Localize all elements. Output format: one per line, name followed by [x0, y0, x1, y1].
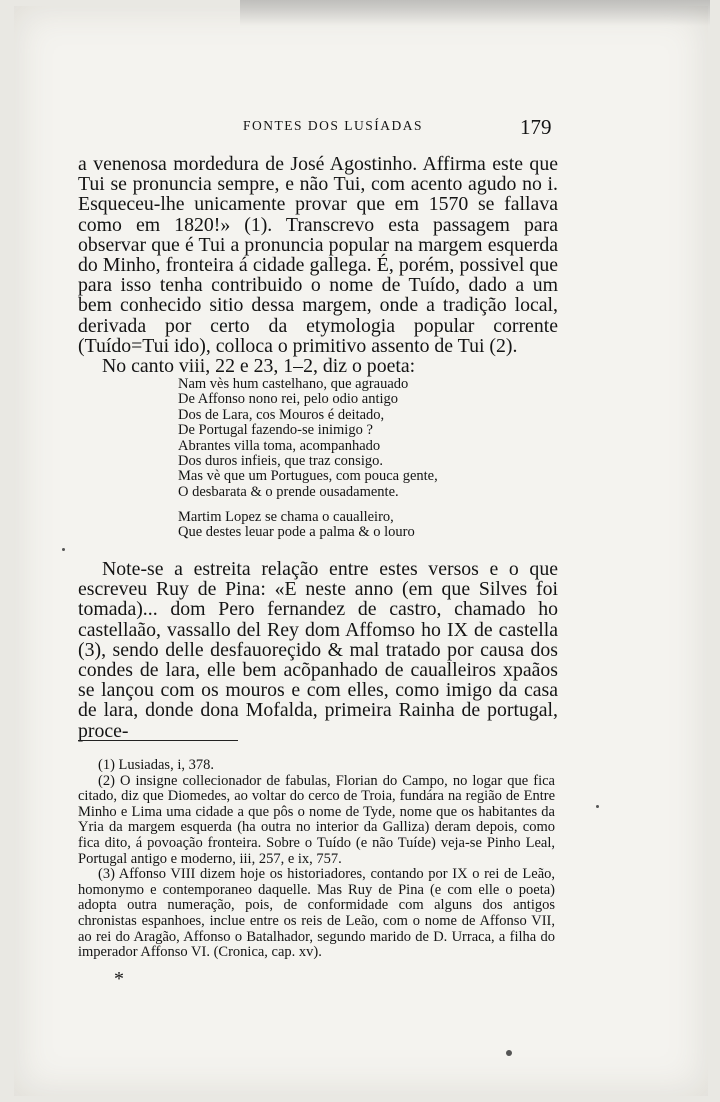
scan-smudge [240, 0, 710, 26]
footnotes [78, 758, 555, 961]
footnote-1: (1) Lusiadas, i, 378. [98, 757, 214, 773]
verse-line: De Portugal fazendo-se inimigo ? [178, 422, 373, 439]
verse-line: Abrantes villa toma, acompanhado [178, 437, 381, 454]
main-text-ruy-de-pina [78, 559, 558, 741]
page-number: 179 [520, 115, 552, 139]
running-title: FONTES DOS LUSÍADAS [243, 118, 424, 133]
ornament-asterisk: * [114, 968, 124, 990]
verse-line: Dos de Lara, cos Mouros é deitado, [178, 406, 385, 423]
footnote-2: (2) O insigne collecionador de fabulas, Florian do Campo, no logar que fica citado, diz que Diomedes, ao voltar do cerco de Troia, fundára na região de Entre Minho e Lima uma cidade a que pôs o nome de Tyde, nome que os habitantes da Yria da margem esquerda (ha outra no interior da Galliza) deram depois, como fica dito, á povoação fronteira. Sobre o Tuído (e não Tuíde) veja-se Pinho Leal, Portugal antigo e moderno, iii, 257, e ix, 757. [78, 772, 555, 867]
paragraph-tui: a venenosa mordedura de José Agostinho. Affirma este que Tui se pronuncia sempre, e não Tui, com acento agudo no i. Esqueceu-lhe unicamente provar que em 1570 se fallava como em 1820!» (1). Transcrevo esta passagem para observar que é Tui a pronuncia popular na margem esquerda do Minho, fronteira á cidade gallega. É, porém, possivel que para isso tenha contribuido o nome de Tuído, dado a um bem conhecido sitio dessa margem, onde a tradição local, derivada por certo da etymologia popular corrente (Tuído=Tui ido), colloca o primitivo assento de Tui (2). [78, 153, 558, 357]
verse-line: Martim Lopez se chama o caualleiro, [178, 509, 394, 525]
page-header [0, 115, 720, 139]
scan-speck [596, 805, 599, 808]
footnote-rule [78, 740, 238, 741]
paragraph-canto: No canto viii, 22 e 23, 1–2, diz o poeta: [102, 355, 416, 378]
verse-line: Mas vè que um Portugues, com pouca gente, [178, 468, 438, 485]
verse-stanza-2 [178, 510, 508, 541]
paragraph-ruy-de-pina: Note-se a estreita relação entre estes versos e o que escreveu Ruy de Pina: «E neste anno (em que Silves foi tomada)... dom Pero fernandez de castro, chamado ho castellaão, vassallo del Rey dom Affomso ho IX de castella (3), sendo delle desfauoreçido & mal tratado por causa dos condes de lara, elle bem acõpanhado de caualleiros xpaãos se lançou com os mouros e com elles, como imigo da casa de lara, donde dona Mofalda, primeira Rainha de portugal, proce- [78, 558, 558, 742]
verse-line: Dos duros infieis, que traz consigo. [178, 453, 383, 470]
scan-speck [62, 548, 65, 551]
scan-speck [506, 1050, 512, 1056]
verse-line: Nam vès hum castelhano, que agrauado [178, 376, 409, 392]
verse-line: Que destes leuar pode a palma & o louro [178, 524, 415, 541]
verse-stanza-1 [178, 377, 508, 500]
footnote-3: (3) Affonso VIII dizem hoje os historiadores, contando por IX o rei de Leão, homonymo e contemporaneo daquelle. Mas Ruy de Pina (e com elle o poeta) adopta outra numeração, pois, de conformidade com alguns dos antigos chronistas espanhoes, inclue entre os reis de Leão, com o nome de Affonso VII, ao rei do Aragão, Affonso o Batalhador, segundo marido de D. Urraca, a filha do imperador Affonso VI. (Cronica, cap. xv). [78, 866, 555, 961]
main-text-intro [78, 154, 558, 376]
verse-line: De Affonso nono rei, pelo odio antigo [178, 391, 399, 408]
verse-line: O desbarata & o prende ousadamente. [178, 483, 399, 500]
